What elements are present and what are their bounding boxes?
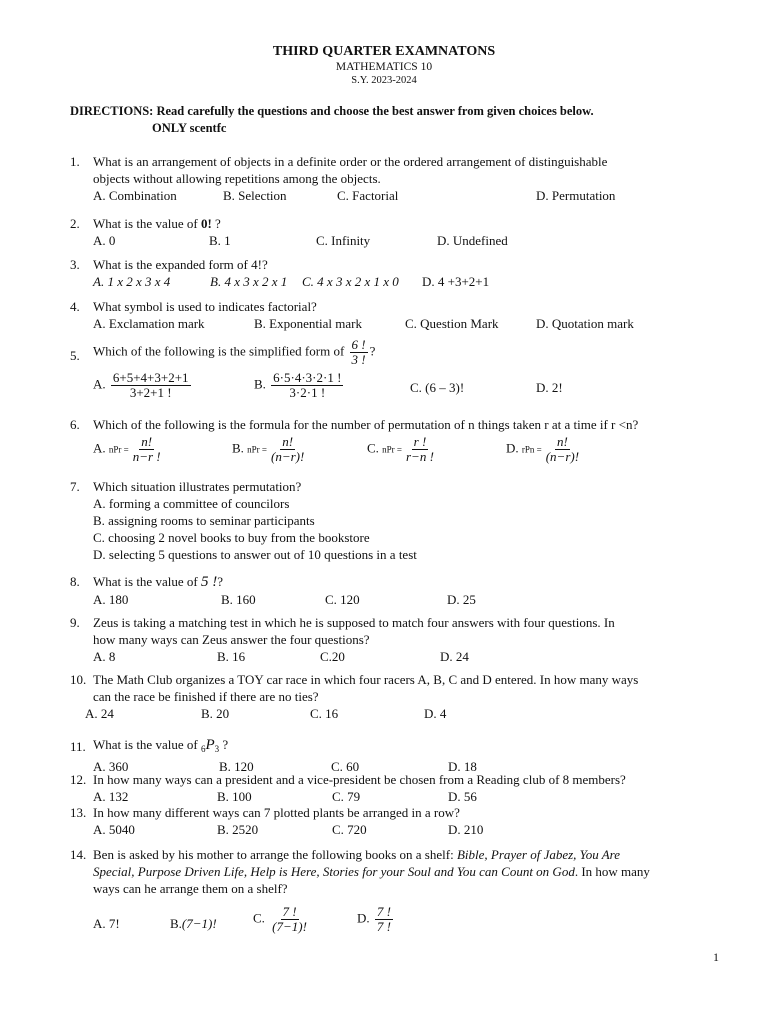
question-9 bbox=[70, 614, 730, 665]
choice-c: C. (6 – 3)! bbox=[410, 380, 465, 395]
question-number: 6. bbox=[70, 417, 80, 432]
choice-b: B. 120 bbox=[219, 759, 254, 774]
question-stem: What is the value of $_6P_3$ ? bbox=[93, 737, 229, 754]
question-number: 7. bbox=[70, 479, 80, 494]
choice-b: B. 4 x 3 x 2 x 1 bbox=[210, 274, 288, 289]
question-12 bbox=[70, 771, 730, 805]
question-stem: What symbol is used to indicates factorial? bbox=[93, 299, 317, 314]
choice-d: D. 25 bbox=[447, 592, 476, 607]
choice-a: A. Exclamation mark bbox=[93, 316, 205, 331]
question-stem: What is an arrangement of objects in a definite order or the ordered arrangement of distinguishable objects without allowing repetitions among the objects. bbox=[93, 154, 608, 186]
choice-c: C. 4 x 3 x 2 x 1 x 0 bbox=[302, 274, 399, 289]
choice-a: A. 180 bbox=[93, 592, 129, 607]
school-year: S.Y. 2023-2024 bbox=[351, 75, 417, 86]
question-stem: What is the value of 5 !? bbox=[93, 574, 223, 590]
choice-a: A. 132 bbox=[93, 789, 129, 804]
question-number: 13. bbox=[70, 805, 87, 820]
choices bbox=[70, 821, 730, 838]
choices bbox=[70, 788, 730, 805]
question-4 bbox=[70, 298, 730, 332]
choice-c: C. 60 bbox=[331, 759, 360, 774]
choice-b: B. 1 bbox=[209, 233, 231, 248]
choice-c: C. Question Mark bbox=[405, 316, 499, 331]
question-stem: Ben is asked by his mother to arrange the following books on a shelf: Bible, Prayer of Jabez, You Are Special, Purpose Driven Life, Help is Here, Stories for your Soul and You can Count on God. In how many ways can he arrange them on a shelf? bbox=[93, 847, 650, 896]
choices bbox=[70, 315, 730, 332]
question-2 bbox=[70, 215, 730, 249]
question-number: 14. bbox=[70, 847, 87, 862]
choice-c: C. choosing 2 novel books to buy from the bookstore bbox=[93, 530, 370, 545]
choice-c: C. Factorial bbox=[337, 188, 399, 203]
question-stem: The Math Club organizes a TOY car race in which four racers A, B, C and D entered. In how many ways can the race be finished if there are no ties? bbox=[93, 672, 639, 704]
question-number: 1. bbox=[70, 154, 80, 169]
choice-d: D. Permutation bbox=[536, 188, 616, 203]
choice-d: D. rPn = $\frac{n!}{(n-r)!}$ bbox=[506, 434, 580, 464]
question-number: 9. bbox=[70, 615, 80, 630]
choice-b: B. $\frac{6\cdot 5\cdot 4\cdot 3\cdot 2\cdot 1 !}{3\cdot 2\cdot 1 !}$ bbox=[254, 370, 342, 400]
choice-b: B. assigning rooms to seminar participants bbox=[93, 513, 315, 528]
choice-c: C. 720 bbox=[332, 822, 367, 837]
choice-d: D. 4 +3+2+1 bbox=[422, 274, 490, 289]
question-3 bbox=[70, 256, 730, 290]
choices bbox=[70, 371, 730, 405]
choice-a: A. forming a committee of councilors bbox=[93, 496, 290, 511]
exam-subject: MATHEMATICS 10 bbox=[335, 61, 433, 73]
choice-c: C. Infinity bbox=[316, 233, 371, 248]
choice-b: B. Exponential mark bbox=[254, 316, 362, 331]
choice-d: D. 56 bbox=[448, 789, 477, 804]
choice-b: B. Selection bbox=[223, 188, 287, 203]
choice-b: B. 2520 bbox=[217, 822, 259, 837]
question-10 bbox=[70, 671, 730, 722]
choice-a: A. 5040 bbox=[93, 822, 135, 837]
question-number: 11. bbox=[70, 739, 86, 754]
question-5 bbox=[70, 338, 730, 405]
question-number: 10. bbox=[70, 672, 87, 687]
question-stem: Which situation illustrates permutation? bbox=[93, 479, 302, 494]
fraction-numerator: 6 ! bbox=[351, 337, 366, 352]
choice-d: D. 24 bbox=[440, 649, 469, 664]
choice-b: B. 20 bbox=[201, 706, 230, 721]
question-stem: What is the value of 0! ? bbox=[93, 216, 221, 231]
choices bbox=[70, 905, 730, 941]
choices bbox=[70, 435, 730, 469]
choices bbox=[70, 273, 730, 290]
choice-d: D. 4 bbox=[424, 706, 447, 721]
question-stem: In how many different ways can 7 plotted plants be arranged in a row? bbox=[93, 805, 460, 820]
choices bbox=[70, 232, 730, 249]
question-stem: Which of the following is the formula for the number of permutation of n things taken r at a time if r <n? bbox=[93, 417, 639, 432]
choices bbox=[70, 187, 730, 204]
directions-note: ONLY scentfc bbox=[152, 121, 227, 135]
choice-b: B. 100 bbox=[217, 789, 252, 804]
choice-a: A. 7! bbox=[93, 916, 120, 931]
choice-a: A. 8 bbox=[93, 649, 116, 664]
exam-title: THIRD QUARTER EXAMNATONS bbox=[272, 44, 496, 59]
choice-d: D. selecting 5 questions to answer out of 10 questions in a test bbox=[93, 547, 417, 562]
question-13 bbox=[70, 804, 730, 838]
question-6 bbox=[70, 416, 730, 469]
choice-b: B. nPr = $\frac{n!}{(n-r)!}$ bbox=[232, 434, 305, 464]
question-number: 8. bbox=[70, 574, 80, 589]
choice-a: A. 0 bbox=[93, 233, 116, 248]
question-7 bbox=[70, 478, 730, 563]
question-stem: Which of the following is the simplified form of $\frac{6 !}{3 !}$ ? bbox=[93, 337, 376, 367]
choice-d: D. 18 bbox=[448, 759, 477, 774]
choice-b: B. 16 bbox=[217, 649, 246, 664]
choices bbox=[70, 648, 730, 665]
choice-d: D. $\frac{7 !}{7 !}$ bbox=[357, 904, 391, 934]
choice-d: D. 210 bbox=[448, 822, 484, 837]
question-number: 4. bbox=[70, 299, 80, 314]
choice-d: D. 2! bbox=[536, 380, 563, 395]
directions: DIRECTIONS: Read carefully the questions and choose the best answer from given choices below. bbox=[70, 104, 594, 118]
question-number: 3. bbox=[70, 257, 80, 272]
question-stem: In how many ways can a president and a vice-president be chosen from a Reading club of 8 members? bbox=[93, 772, 626, 787]
question-stem: Zeus is taking a matching test in which he is supposed to match four answers with four questions. In how many ways can Zeus answer the four questions? bbox=[93, 615, 615, 647]
question-number: 2. bbox=[70, 216, 80, 231]
choices bbox=[70, 591, 730, 608]
choice-a: A. $\frac{6+5+4+3+2+1}{3+2+1 !}$ bbox=[93, 370, 189, 400]
choice-c: C. 16 bbox=[310, 706, 339, 721]
choice-d: D. Quotation mark bbox=[536, 316, 634, 331]
choices bbox=[70, 705, 730, 722]
page-number: 1 bbox=[713, 950, 719, 964]
choice-a: A. Combination bbox=[93, 188, 177, 203]
question-number: 5. bbox=[70, 348, 80, 363]
question-stem: What is the expanded form of 4!? bbox=[93, 257, 268, 272]
choice-b: B. 160 bbox=[221, 592, 256, 607]
choice-c: C.20 bbox=[320, 649, 345, 664]
fraction-denominator: 3 ! bbox=[351, 352, 366, 367]
choice-c: C. $\frac{7 !}{(7-1)!}$ bbox=[253, 904, 307, 934]
choice-c: C. 79 bbox=[332, 789, 361, 804]
choice-a: A. 24 bbox=[85, 706, 114, 721]
choice-a: A. 1 x 2 x 3 x 4 bbox=[93, 274, 171, 289]
choice-c: C. 120 bbox=[325, 592, 360, 607]
choice-b: B.(7−1)! bbox=[170, 916, 217, 931]
question-8 bbox=[70, 573, 730, 608]
question-1 bbox=[70, 153, 730, 204]
choice-d: D. Undefined bbox=[437, 233, 508, 248]
choice-a: A. 360 bbox=[93, 759, 129, 774]
question-number: 12. bbox=[70, 772, 87, 787]
question-14 bbox=[70, 846, 730, 941]
question-11 bbox=[70, 736, 730, 775]
choice-c: C. nPr = $\frac{r !}{r-n !}$ bbox=[367, 434, 434, 464]
choice-a: A. nPr = $\frac{n!}{n-r !}$ bbox=[93, 434, 161, 464]
